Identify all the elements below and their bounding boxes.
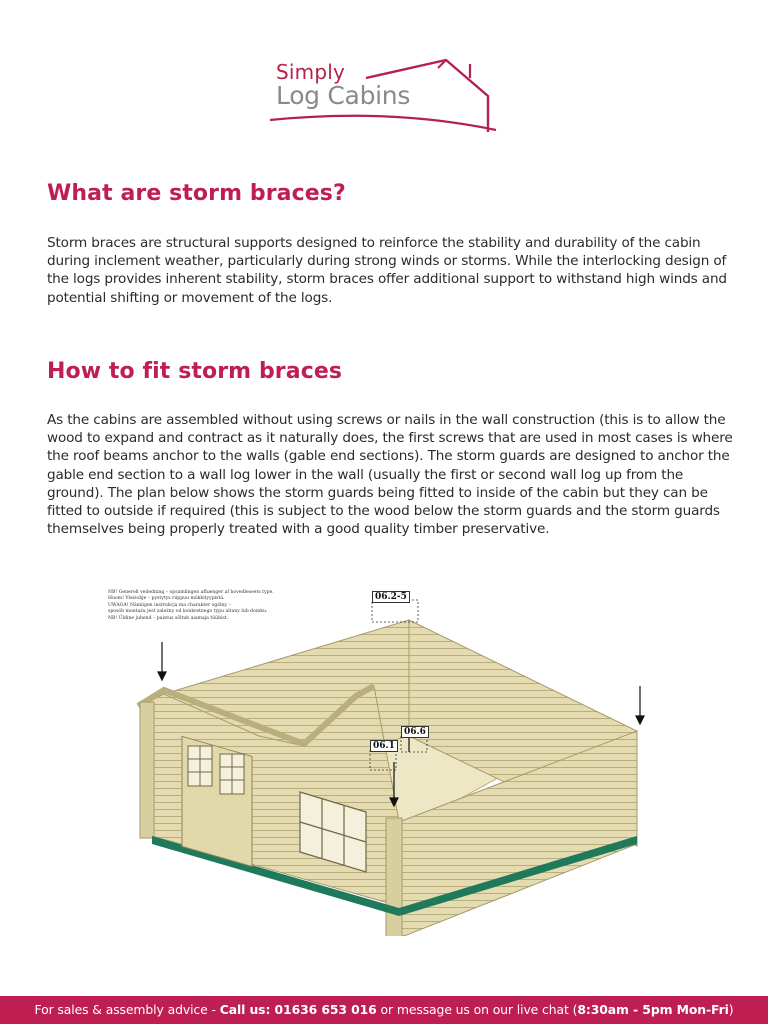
footer-prefix: For sales & assembly advice - <box>34 1002 220 1017</box>
footer-hours: 8:30am - 5pm Mon-Fri <box>577 1002 729 1017</box>
paragraph-fitting-instructions: As the cabins are assembled without using screws or nails in the wall construction (this is to allow the wood to expand and contract as it naturally does, the first screws that are used in most cases is where the roof beams anchor to the walls (gable end sections). The storm guards are designed to anchor the gable end section to a wall log lower in the wall (usually the first or second wall log up from the ground). The plan below shows the storm guards being fitted to inside of the cabin but they can be fitted to outside if required (this is subject to the wood below the storm guards and the storm guards themselves being properly treated with a good quality timber preservative. <box>47 412 733 538</box>
footer-phone-link[interactable]: Call us: 01636 653 016 <box>219 1002 377 1017</box>
logo-text-simply: Simply <box>276 60 346 84</box>
label-06-6: 06.6 <box>401 726 429 738</box>
paragraph-storm-braces-definition: Storm braces are structural supports designed to reinforce the stability and durability of the cabin during inclement weather, particularly during strong winds or storms. While the interlocking design of the logs provides inherent stability, storm braces offer additional support to withstand high winds and potential shifting or movement of the logs. <box>47 235 727 306</box>
note-line: UWAGA! Nämligen instrukcja ma charakter ogólny – <box>108 602 231 608</box>
note-line: Huom! Yleisohje – pystytys riippuu mökkityypistä. <box>108 596 225 602</box>
heading-how-to-fit-storm-braces: How to fit storm braces <box>47 359 343 384</box>
note-line: NB! Üldine juhend – paistus sõltub aiamaja tüübist. <box>108 615 229 621</box>
footer-contact-bar <box>0 996 768 1024</box>
heading-what-are-storm-braces: What are storm braces? <box>47 181 346 206</box>
label-06-1: 06.1 <box>370 740 398 752</box>
logo-text-log-cabins: Log Cabins <box>276 81 411 110</box>
footer-suffix: ) <box>728 1002 734 1017</box>
logo <box>270 56 500 136</box>
label-06-2-5: 06.2-5 <box>372 591 410 603</box>
footer-middle: or message us on our live chat ( <box>376 1002 578 1017</box>
note-line: sposób montażu jest zależny od konkretnego typu altany lub domku. <box>108 609 268 615</box>
cabin-diagram <box>104 586 694 936</box>
multilingual-notes <box>108 590 298 622</box>
note-line: NB! Generell veiledning – opsamlingen afhænger af hovedleseets type. <box>108 590 274 595</box>
cabin-illustration <box>104 586 694 936</box>
